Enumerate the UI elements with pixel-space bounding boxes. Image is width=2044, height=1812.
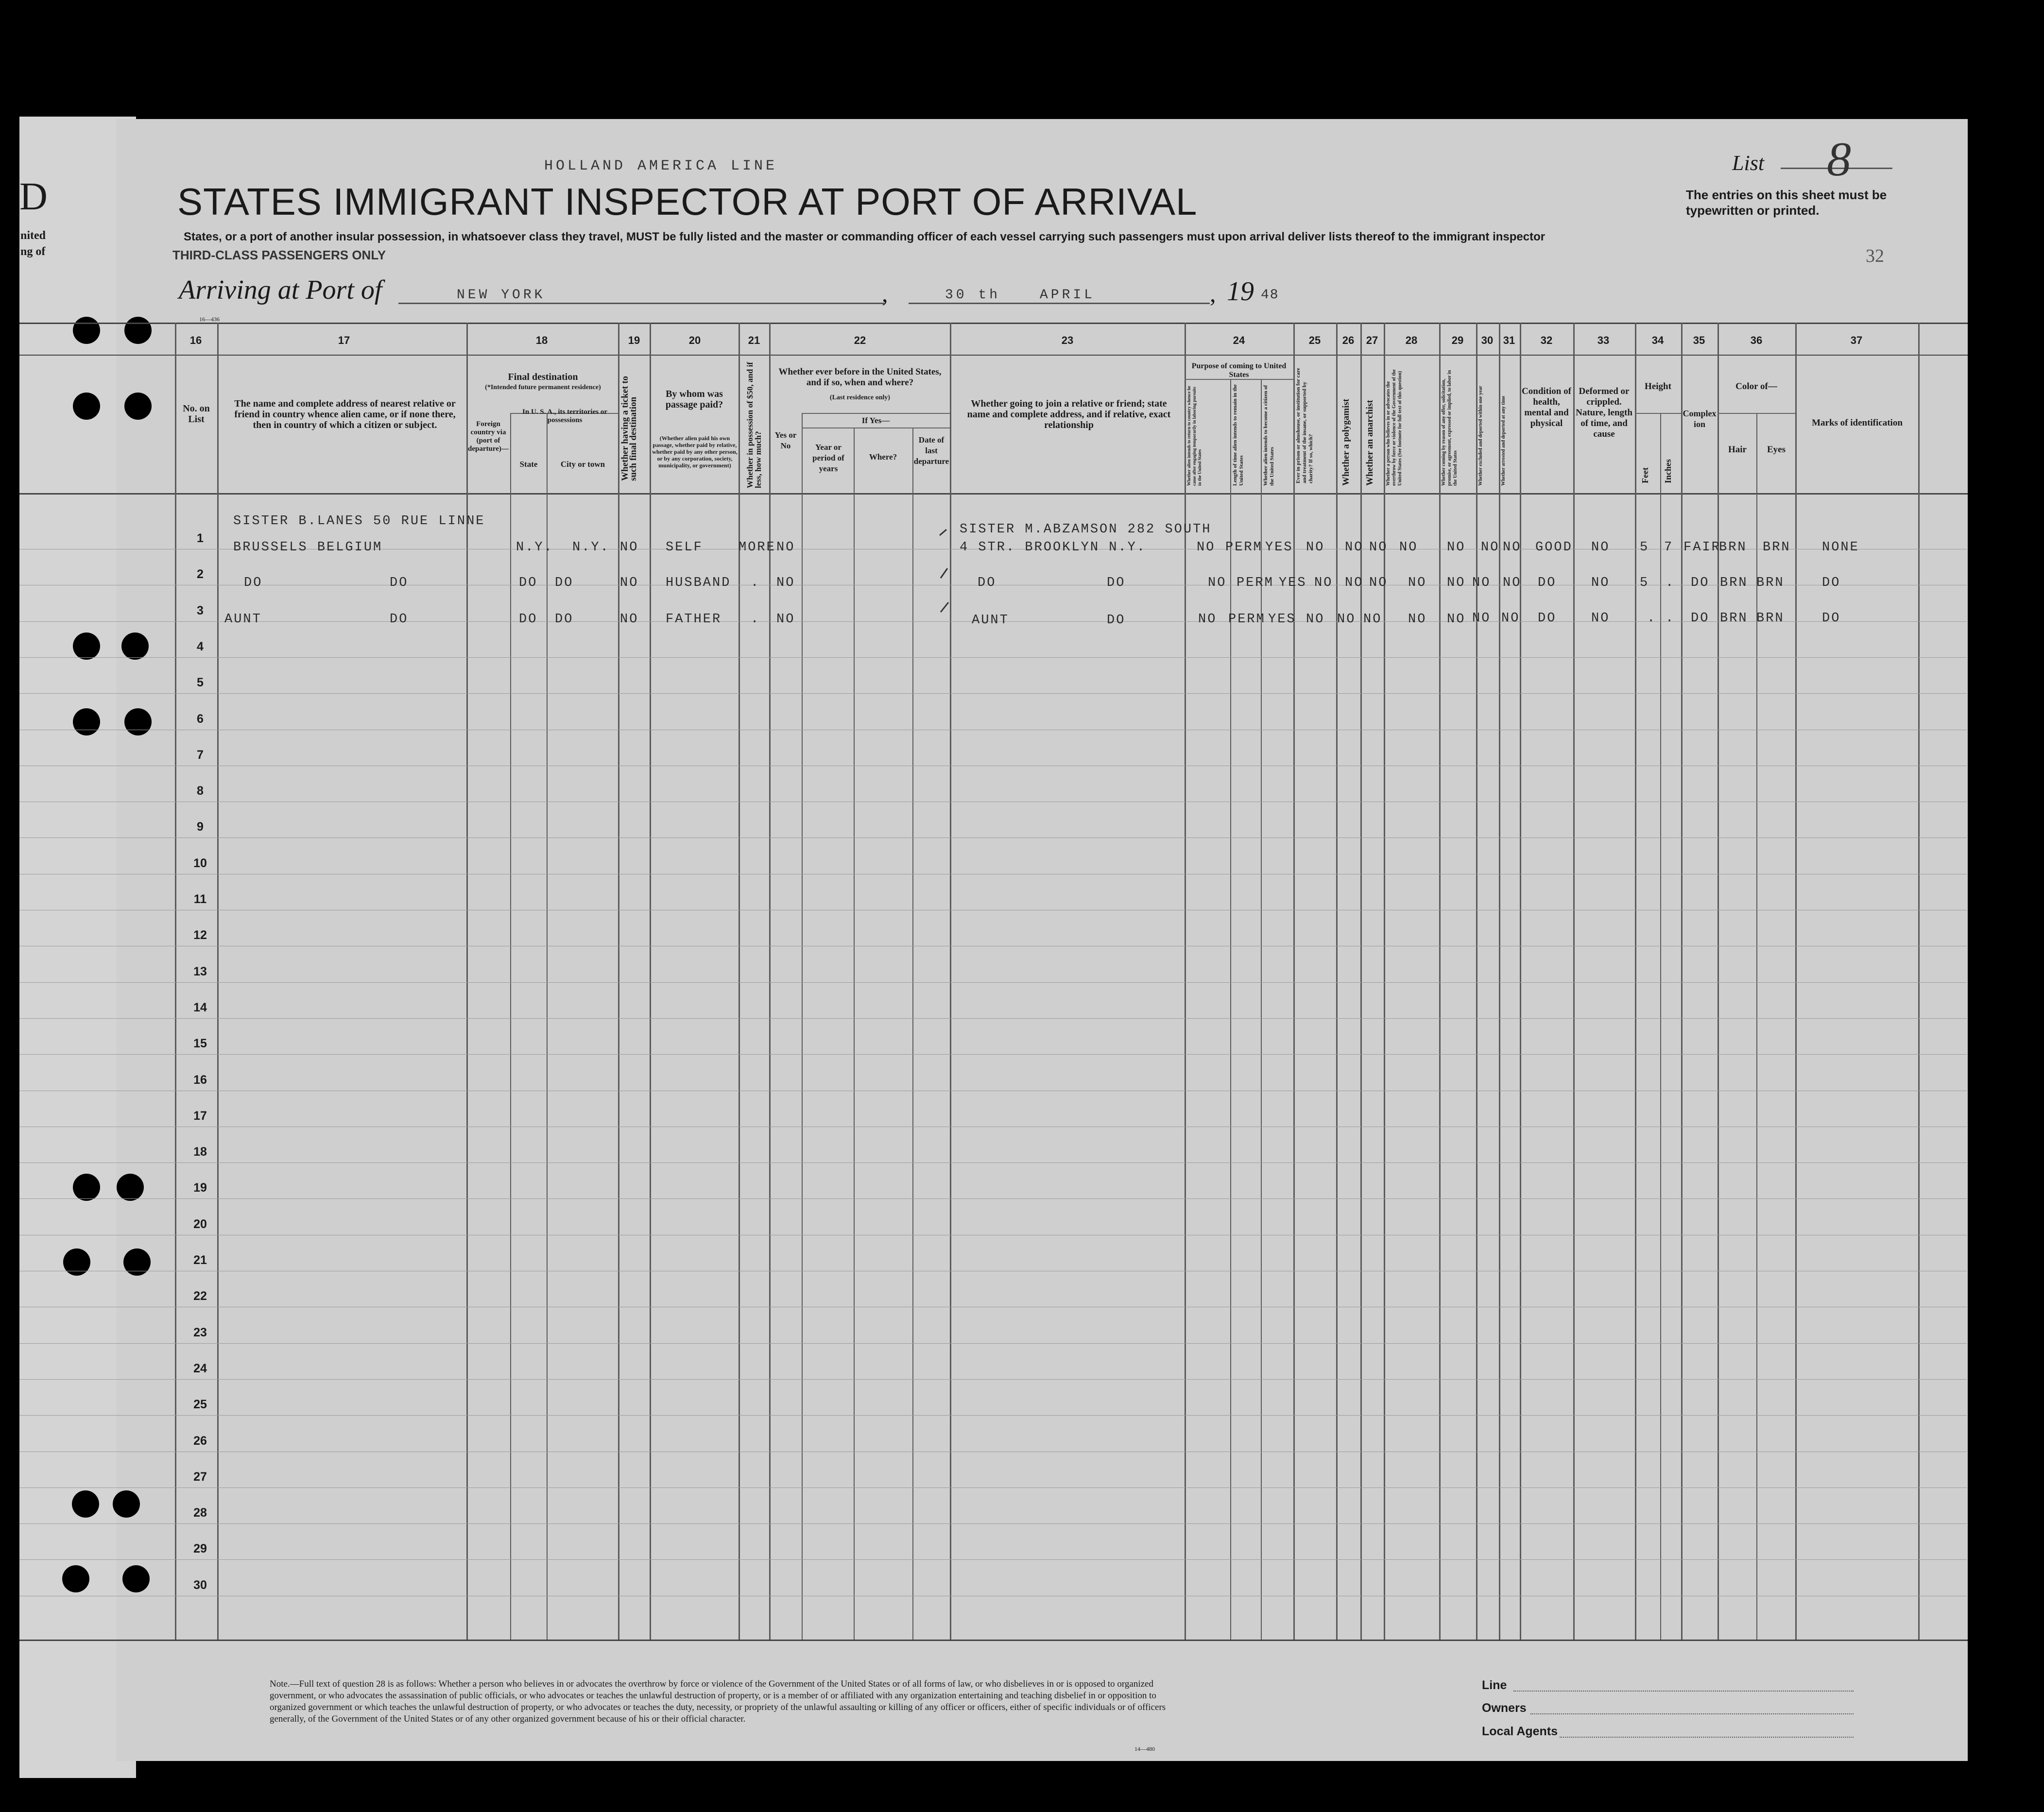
relative-address: DO <box>244 576 263 590</box>
header-if-yes: If Yes— <box>861 416 890 425</box>
header-divider-36 <box>1718 413 1795 414</box>
header-return-intent: Whether alien intends to return to country whence he came after engaging temporarily in laboring pursuits in the United States <box>1186 386 1202 486</box>
hair: BRN <box>1720 576 1748 590</box>
q28: NO <box>1399 540 1418 555</box>
header-feet: Feet <box>1640 467 1650 483</box>
header-polygamist: Whether a polygamist <box>1341 398 1351 486</box>
eyes: BRN <box>1756 576 1785 590</box>
length-stay: PERM <box>1228 612 1266 627</box>
sheet-note: The entries on this sheet must be typewritten or printed. <box>1686 188 1887 218</box>
header-city: City or town <box>560 460 605 469</box>
form-code: 16—436 <box>199 316 220 323</box>
line-label: Line <box>1482 1678 1507 1692</box>
height-feet: 5 <box>1640 540 1649 555</box>
row-rule <box>19 1415 1967 1416</box>
form-subtitle: States, or a port of another insular possession, in whatsoever class they travel, MUST be fully listed and the master or commanding officer of each vessel carrying such passengers must upon arrival deliver lists thereof to the immigrant inspector <box>184 230 1546 243</box>
manifest-sheet <box>117 119 1968 1761</box>
paid-by: SELF <box>666 540 703 555</box>
height-inches: 7 <box>1664 540 1674 555</box>
labor: NO <box>1447 612 1466 627</box>
anarchist: NO <box>1369 540 1388 555</box>
paid-by: HUSBAND <box>666 576 731 590</box>
deported: NO <box>1503 576 1522 590</box>
shipping-line: HOLLAND AMERICA LINE <box>544 158 778 174</box>
header-passage-note: (Whether alien paid his own passage, whether paid by relative, whether paid by any other person, or by any corporation, society, municipality, or government) <box>652 435 738 469</box>
table-top-border <box>19 323 1968 324</box>
q28: NO <box>1408 576 1427 590</box>
row-number: 21 <box>193 1253 207 1267</box>
row-number: 29 <box>193 1542 207 1556</box>
before-us: NO <box>776 576 795 590</box>
row-rule <box>19 1198 1967 1199</box>
row-number: 23 <box>193 1325 207 1339</box>
anarchist: NO <box>1369 576 1388 590</box>
table-bottom-border <box>19 1640 1968 1641</box>
dest-city: DO <box>555 576 574 590</box>
length-stay: PERM <box>1225 540 1263 555</box>
relative-city: DO <box>390 576 409 590</box>
row-rule <box>19 1523 1967 1524</box>
prison: NO <box>1306 612 1325 627</box>
header-eyes: Eyes <box>1767 444 1786 455</box>
arrival-port: NEW YORK <box>457 288 546 303</box>
paid-by: FATHER <box>666 612 722 627</box>
ticket: NO <box>620 612 639 627</box>
dest-state: N.Y. <box>516 540 553 555</box>
header-health: Condition of health, mental and physical <box>1522 386 1571 428</box>
join-address: DO <box>1107 576 1126 590</box>
dest-city: N.Y. <box>572 540 610 555</box>
relative-city: DO <box>390 612 409 627</box>
row-number: 10 <box>193 856 207 870</box>
header-anarchist: Whether an anarchist <box>1365 400 1375 486</box>
header-divider-34 <box>1635 413 1681 414</box>
polygamist: NO <box>1337 612 1356 627</box>
local-agents-label: Local Agents <box>1482 1725 1558 1738</box>
header-divider-22b <box>802 427 950 428</box>
row-number: 16 <box>193 1073 207 1087</box>
row-number: 12 <box>193 928 207 942</box>
hair: BRN <box>1719 540 1747 555</box>
return-intent: NO <box>1198 612 1217 627</box>
left-title-fragment: D <box>19 175 48 218</box>
before-us: NO <box>776 612 795 627</box>
year-suffix: 48 <box>1261 288 1279 303</box>
row-rule <box>19 1379 1967 1380</box>
header-divider-24 <box>1185 379 1293 380</box>
join-address: 4 STR. BROOKLYN N.Y. <box>960 540 1147 555</box>
form-title: STATES IMMIGRANT INSPECTOR AT PORT OF ARRIVAL <box>177 180 1198 223</box>
money: . <box>751 612 760 627</box>
complexion: FAIR <box>1683 540 1721 555</box>
deported: NO <box>1503 540 1522 555</box>
excluded: NO <box>1481 540 1500 555</box>
ticket: NO <box>620 540 639 555</box>
header-last-residence: (Last residence only) <box>829 394 891 401</box>
row-rule <box>19 1054 1967 1055</box>
owners-field <box>1530 1713 1854 1714</box>
row-rule <box>19 657 1967 658</box>
row-number: 18 <box>193 1145 207 1159</box>
col-number-border <box>19 355 1968 356</box>
height-feet: . <box>1647 611 1657 626</box>
hair: BRN <box>1720 611 1748 626</box>
row-number: 30 <box>193 1578 207 1592</box>
dest-city: DO <box>555 612 574 627</box>
row-rule <box>19 1018 1967 1019</box>
row-number: 22 <box>193 1289 207 1303</box>
row-number: 13 <box>193 964 207 978</box>
row-number: 3 <box>197 603 204 617</box>
polygamist: NO <box>1345 540 1364 555</box>
header-yes-no: Yes or No <box>774 430 797 450</box>
prison: NO <box>1306 540 1325 555</box>
class-line: THIRD-CLASS PASSENGERS ONLY <box>172 248 386 262</box>
header-complexion: Complexion <box>1683 409 1717 429</box>
header-citizen-intent: Whether alien intends to become a citizen of the United States <box>1263 385 1275 486</box>
row-rule <box>19 1162 1967 1163</box>
row-number: 24 <box>193 1361 207 1375</box>
footer-note: Note.—Full text of question 28 is as follows: Whether a person who believes in or advocates the overthrow by force or violence of the Government of the United States or of all forms of law, or who disbelieves in or is opposed to organized government, or who advocates the assassination of public officials, or who advocates or teaches the unlawful destruction of property, or is a member of or affiliated with any organization entertaining and teaching disbelief in or opposition to organized government or which teaches the unlawful destruction of property, or who advocates or teaches the duty, necessity, or propriety of the unlawful assaulting or killing of any officer or officers, either of specific individuals or of officers generally, of the Government of the United States or of any other organized government because of his or their official character. <box>270 1679 1166 1724</box>
header-marks: Marks of identification <box>1812 418 1903 428</box>
deformed: NO <box>1591 576 1610 590</box>
header-divider-22 <box>802 413 950 414</box>
ticket: NO <box>620 576 639 590</box>
dest-state: DO <box>519 576 538 590</box>
header-passage-paid: By whom was passage paid? <box>665 389 723 410</box>
relative-address: AUNT <box>224 612 262 627</box>
row-number: 2 <box>197 567 204 581</box>
left-edge-text-b: ng of <box>20 245 46 258</box>
health: DO <box>1538 576 1557 590</box>
list-label: List <box>1732 151 1765 175</box>
header-height: Height <box>1645 381 1671 392</box>
header-state: State <box>519 460 538 469</box>
header-where: Where? <box>869 452 897 462</box>
deformed: NO <box>1591 611 1610 626</box>
row-rule <box>19 1343 1967 1344</box>
header-final-destination: Final destination <box>508 372 578 382</box>
header-question-28: Whether a person who believes in or advocates the overthrow by force or violence of the Government of the United States (See footnote for full text of this question) <box>1386 369 1403 486</box>
citizen-intent: YES <box>1265 540 1293 555</box>
header-color-of: Color of— <box>1735 381 1777 392</box>
eyes: BRN <box>1763 540 1791 555</box>
excluded: NO <box>1472 576 1491 590</box>
join-address: DO <box>1107 613 1126 628</box>
comma-separator-2: , <box>1210 280 1216 307</box>
deformed: NO <box>1591 540 1610 555</box>
left-edge-text-a: nited <box>20 229 46 242</box>
join-relative: AUNT <box>972 613 1009 628</box>
row-rule <box>19 693 1967 694</box>
header-year-period: Year or period of years <box>812 443 844 473</box>
row-number: 8 <box>197 784 204 798</box>
marks: DO <box>1822 576 1841 590</box>
header-purpose: Purpose of coming to United States <box>1191 362 1287 379</box>
arrival-month: APRIL <box>1040 288 1096 303</box>
row-number: 6 <box>197 712 204 726</box>
health: GOOD <box>1535 540 1573 555</box>
header-deported: Whether arrested and deported at any time <box>1501 395 1506 486</box>
row-number: 26 <box>193 1434 207 1448</box>
relative-address: SISTER B.LANES 50 RUE LINNE <box>233 514 485 529</box>
header-hair: Hair <box>1728 444 1747 455</box>
header-before-us: Whether ever before in the United States, and if so, when and where? <box>778 367 942 388</box>
row-rule <box>19 1487 1967 1488</box>
marks: NONE <box>1822 540 1859 555</box>
header-length-of-stay: Length of time alien intends to remain in the United States <box>1232 384 1244 486</box>
header-labor-contract: Whether coming by reason of any offer, solicitation, promise, or agreement, expressed or implied, to labor in the United States <box>1441 370 1458 486</box>
row-number: 17 <box>193 1109 207 1123</box>
eyes: BRN <box>1756 611 1785 626</box>
header-deformed: Deformed or crippled. Nature, length of time, and cause <box>1576 386 1632 439</box>
row-number: 25 <box>193 1398 207 1412</box>
dest-state: DO <box>519 612 538 627</box>
height-inches: . <box>1666 576 1675 590</box>
row-number: 27 <box>193 1470 207 1484</box>
local-agents-field <box>1560 1737 1854 1738</box>
comma-separator: , <box>882 280 888 307</box>
line-field <box>1513 1691 1854 1692</box>
header-nearest-relative: The name and complete address of nearest relative or friend in country whence alien came, or if none there, then in country of which a citizen or subject. <box>234 398 456 430</box>
labor: NO <box>1447 540 1466 555</box>
excluded: NO <box>1472 611 1491 626</box>
page-number: 32 <box>1866 246 1884 266</box>
height-inches: . <box>1666 611 1675 626</box>
marks: DO <box>1822 611 1841 626</box>
complexion: DO <box>1691 576 1710 590</box>
header-ticket: Whether having a ticket to such final destination <box>620 376 638 481</box>
height-feet: 5 <box>1640 576 1649 590</box>
money: . <box>751 576 760 590</box>
owners-label: Owners <box>1482 1701 1527 1715</box>
deported: NO <box>1501 611 1520 626</box>
date-underline <box>909 303 1210 304</box>
row-number: 1 <box>197 531 204 545</box>
row-rule <box>19 1559 1967 1560</box>
before-us: NO <box>776 540 795 555</box>
footer-form-code: 14—480 <box>1134 1745 1155 1752</box>
header-no-on-list: No. on List <box>183 403 210 425</box>
relative-city: BRUSSELS BELGIUM <box>233 540 383 555</box>
row-number: 14 <box>193 1000 207 1014</box>
row-number: 11 <box>193 892 207 906</box>
money: MORE <box>739 540 776 555</box>
header-foreign-country: Foreign country via (port of departure)— <box>468 420 509 453</box>
join-relative: DO <box>978 576 996 590</box>
row-number: 7 <box>197 748 204 762</box>
header-join-relative: Whether going to join a relative or friend; state name and complete address, and if relative, exact relationship <box>967 398 1171 430</box>
header-last-departure: Date of last departure <box>913 435 949 466</box>
arrival-day: 30 th <box>945 288 1001 303</box>
arriving-label: Arriving at Port of <box>179 275 382 305</box>
header-inches: Inches <box>1663 459 1673 483</box>
complexion: DO <box>1691 611 1710 626</box>
labor: NO <box>1447 576 1466 590</box>
return-intent: NO <box>1208 576 1227 590</box>
header-prison: Ever in prison or almshouse, or institution for care and treatment of the insane, or supported by charity? If so, which? <box>1295 368 1314 483</box>
row-number: 20 <box>193 1217 207 1231</box>
row-number: 28 <box>193 1506 207 1520</box>
length-stay: PERM <box>1237 576 1274 590</box>
health: DO <box>1538 611 1557 626</box>
citizen-intent: YES <box>1279 576 1307 590</box>
row-number: 5 <box>197 676 204 690</box>
header-final-destination-sub: (*Intended future permanent residence) <box>485 384 601 391</box>
q28: NO <box>1408 612 1427 627</box>
year-prefix: 19 <box>1227 276 1254 307</box>
polygamist: NO <box>1345 576 1364 590</box>
prison: NO <box>1314 576 1333 590</box>
citizen-intent: YES <box>1268 612 1296 627</box>
header-in-usa: In U. S. A., its territories or possessions <box>522 408 607 424</box>
row-number: 15 <box>193 1037 207 1051</box>
row-number: 19 <box>193 1181 207 1195</box>
header-money: Whether in possession of $50, and if less, how much? <box>745 362 763 488</box>
list-number: 8 <box>1827 132 1851 186</box>
port-underline <box>398 303 884 304</box>
header-excluded: Whether excluded and deported within one year <box>1478 386 1483 486</box>
row-number: 9 <box>197 820 204 834</box>
header-bottom-border <box>19 493 1968 495</box>
row-number: 4 <box>197 639 204 653</box>
row-rule <box>19 982 1967 983</box>
return-intent: NO <box>1197 540 1216 555</box>
check-marks <box>938 525 957 622</box>
anarchist: NO <box>1363 612 1382 627</box>
join-relative: SISTER M.ABZAMSON 282 SOUTH <box>960 522 1212 537</box>
